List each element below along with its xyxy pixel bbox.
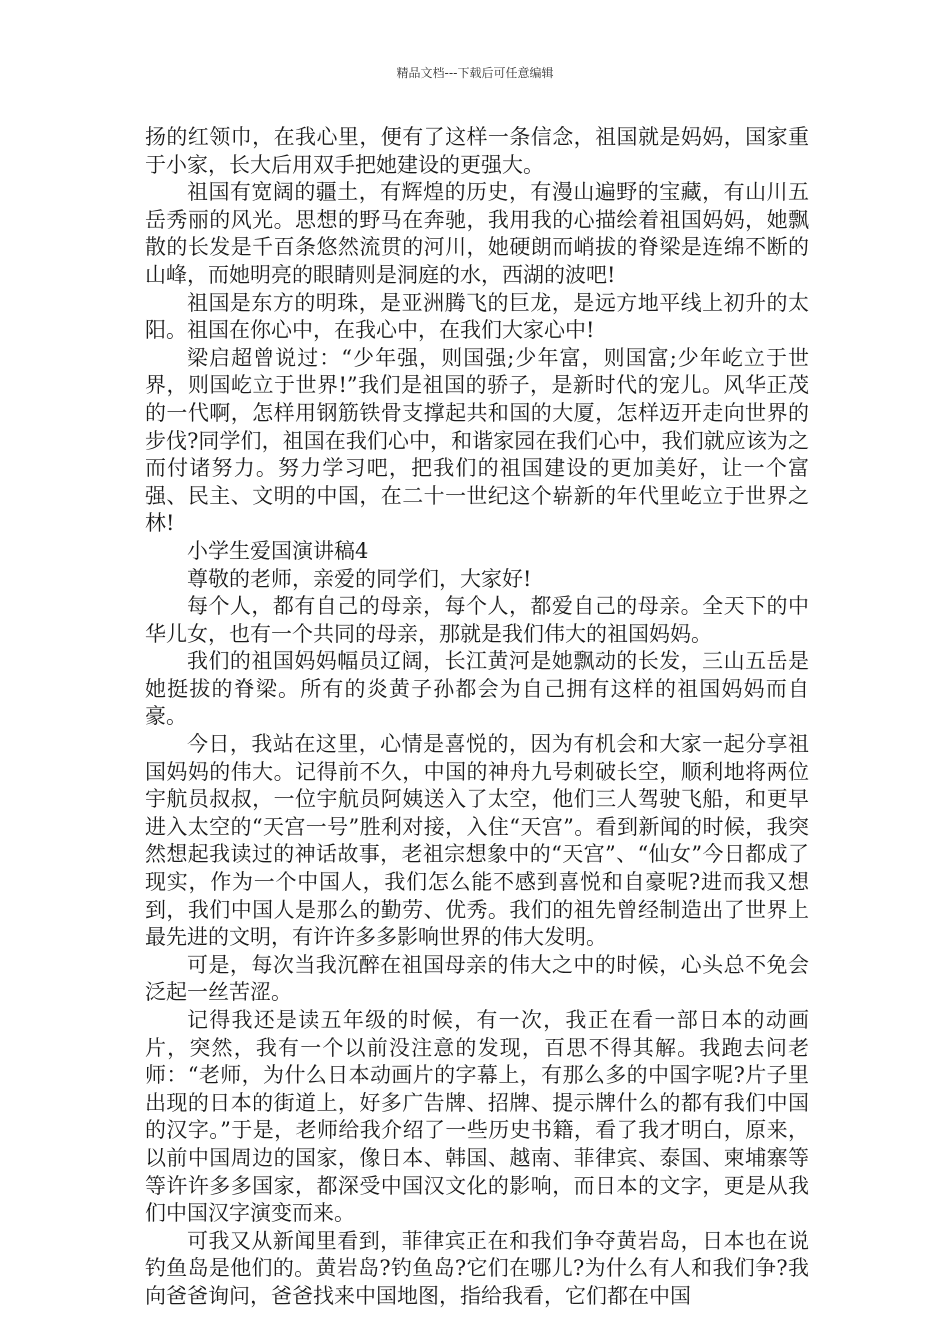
greeting: 尊敬的老师，亲爱的同学们，大家好!: [187, 566, 532, 591]
paragraph: 我们的祖国妈妈幅员辽阔，长江黄河是她飘动的长发，三山五岳是她挺拔的脊梁。所有的炎黄子孙都会为自己拥有这样的祖国妈妈而自豪。: [145, 649, 809, 729]
paragraph: 每个人，都有自己的母亲，每个人，都爱自己的母亲。全天下的中华儿女，也有一个共同的母亲，那就是我们伟大的祖国妈妈。: [145, 594, 809, 646]
document-body: [145, 124, 809, 1311]
paragraph: 今日，我站在这里，心情是喜悦的，因为有机会和大家一起分享祖国妈妈的伟大。记得前不久，中国的神舟九号刺破长空，顺利地将两位宇航员叔叔，一位宇航员阿姨送入了太空，他们三人驾驶飞船，和更早进入太空的“天宫一号”胜利对接，入住“天宫”。看到新闻的时候，我突然想起我读过的神话故事，老祖宗想象中的“天宫”、“仙女”今日都成了现实，作为一个中国人，我们怎么能不感到喜悦和自豪呢?进而我又想到，我们中国人是那么的勤劳、优秀。我们的祖先曾经制造出了世界上最先进的文明，有许许多多影响世界的伟大发明。: [145, 732, 809, 950]
paragraph: 梁启超曾说过：“少年强，则国强;少年富，则国富;少年屹立于世界，则国屹立于世界!”我们是祖国的骄子，是新时代的宠儿。风华正茂的一代啊，怎样用钢筋铁骨支撑起共和国的大厦，怎样迈开走向世界的步伐?同学们，祖国在我们心中，和谐家园在我们心中，我们就应该为之而付诸努力。努力学习吧，把我们的祖国建设的更加美好，让一个富强、民主、文明的中国，在二十一世纪这个崭新的年代里屹立于世界之林!: [145, 345, 809, 536]
section-title: 小学生爱国演讲稿4: [187, 538, 369, 563]
paragraph: 祖国有宽阔的疆土，有辉煌的历史，有漫山遍野的宝藏，有山川五岳秀丽的风光。思想的野马在奔驰，我用我的心描绘着祖国妈妈，她飘散的长发是千百条悠然流贯的河川，她硬朗而峭拔的脊梁是连绵不断的山峰，而她明亮的眼睛则是洞庭的水，西湖的波吧!: [145, 180, 809, 287]
paragraph: 可是，每次当我沉醉在祖国母亲的伟大之中的时候，心头总不免会泛起一丝苦涩。: [145, 952, 809, 1005]
paragraph: 可我又从新闻里看到，菲律宾正在和我们争夺黄岩岛，日本也在说钓鱼岛是他们的。黄岩岛?钓鱼岛?它们在哪儿?为什么有人和我们争?我向爸爸询问，爸爸找来中国地图，指给我看，它们都在中国: [145, 1228, 809, 1308]
paragraph: 祖国是东方的明珠，是亚洲腾飞的巨龙，是远方地平线上初升的太阳。祖国在你心中，在我心中，在我们大家心中!: [145, 290, 809, 343]
paragraph: 记得我还是读五年级的时候，有一次，我正在看一部日本的动画片，突然，我有一个以前没注意的发现，百思不得其解。我跑去问老师：“老师，为什么日本动画片的字幕上，有那么多的中国字呢?片子里出现的日本的街道上，好多广告牌、招牌、提示牌什么的都有我们中国的汉字。”于是，老师给我介绍了一些历史书籍，看了我才明白，原来，以前中国周边的国家，像日本、韩国、越南、菲律宾、泰国、柬埔寨等等许许多多国家，都深受中国汉文化的影响，而日本的文字，更是从我们中国汉字演变而来。: [145, 1008, 809, 1226]
page-header: 精品文档---下载后可任意编辑: [396, 66, 554, 80]
paragraph: 扬的红领巾，在我心里，便有了这样一条信念，祖国就是妈妈，国家重于小家，长大后用双手把她建设的更强大。: [145, 125, 809, 177]
